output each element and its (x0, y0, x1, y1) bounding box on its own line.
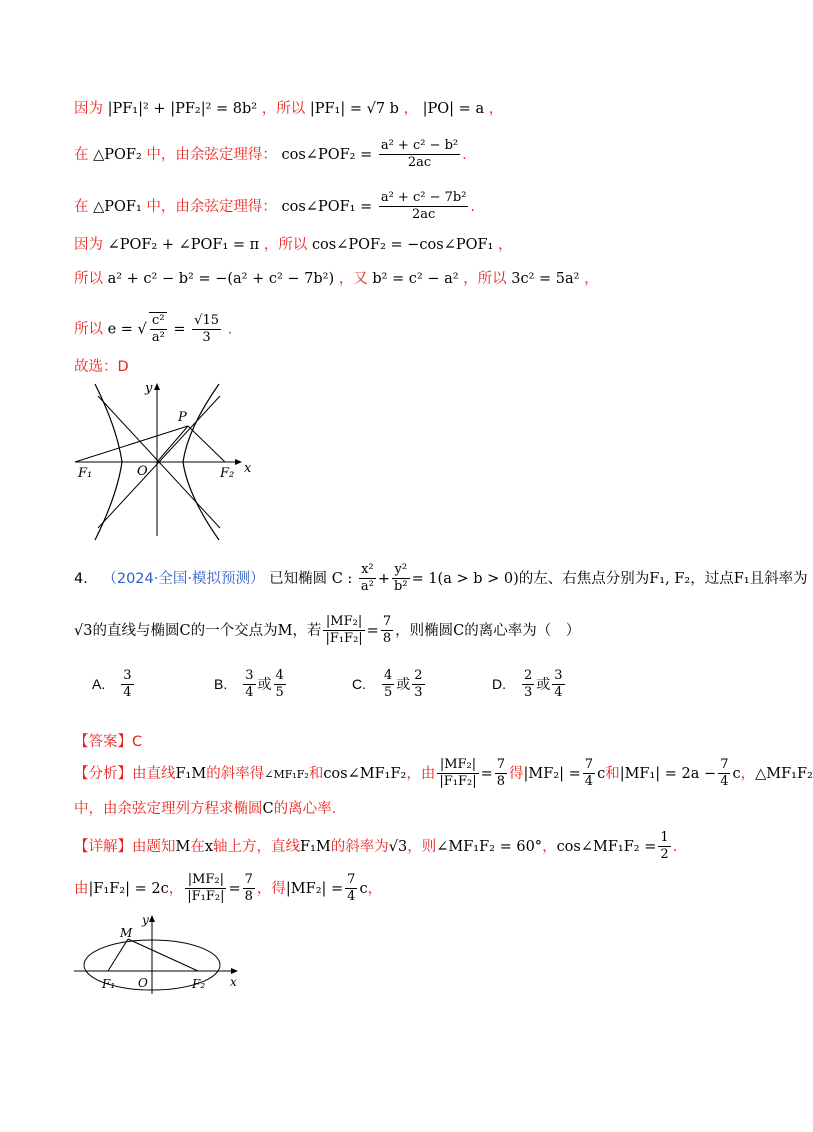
denominator: 8 (382, 631, 392, 647)
fraction (121, 668, 133, 702)
numerator: |MF₂| (323, 614, 364, 631)
math: F₁, F₂ (649, 570, 691, 587)
fraction (185, 872, 226, 906)
math: |MF₂| = (285, 880, 344, 897)
math: △POF₁ (93, 198, 142, 215)
math: C (179, 622, 191, 639)
segment-pf2 (188, 426, 225, 462)
math: C (453, 622, 465, 639)
math: |PF₁|² + |PF₂|² = 8b² (107, 101, 258, 117)
text: 的左、右焦点分别为 (518, 570, 650, 587)
text: ， (367, 880, 383, 897)
text: 由题知 (132, 838, 176, 855)
math: √3 (74, 622, 93, 639)
math: △MF₁F₂ (755, 765, 813, 782)
math: △POF₂ (93, 146, 142, 163)
math: √3 (388, 838, 408, 855)
numerator: √15 (192, 313, 221, 330)
math: = (366, 622, 379, 639)
text: ， (740, 765, 756, 782)
text: 和 (308, 765, 324, 782)
denominator: 4 (245, 685, 254, 701)
answer-choice-line: 故选：D (74, 359, 129, 375)
math: C : (331, 570, 353, 587)
solution-line-4 (74, 238, 512, 253)
question-source: （2024·全国·模拟预测） (102, 570, 265, 587)
analysis-line-1 (74, 757, 813, 791)
math: F₁M (175, 765, 207, 782)
option-label: A. (92, 675, 106, 692)
denominator: a² (151, 330, 165, 346)
option-c[interactable] (352, 668, 427, 702)
text: 得 (509, 765, 524, 782)
text: 的离心率. (273, 801, 337, 817)
option-d[interactable] (492, 668, 567, 702)
text: ， (497, 237, 513, 253)
denominator: 4 (554, 685, 563, 701)
denominator: 2 (660, 847, 669, 863)
option-b[interactable] (214, 668, 288, 702)
denominator: 3 (202, 329, 211, 345)
text: 且斜率为 (749, 570, 808, 587)
denominator: a² (360, 579, 374, 595)
math: x (204, 838, 214, 855)
detail-line-1 (74, 830, 677, 864)
denominator: 8 (244, 889, 253, 905)
text: ， (542, 838, 557, 855)
text: ，由 (406, 765, 436, 782)
math: |MF₂| = (523, 765, 581, 782)
option-label: B. (214, 675, 228, 692)
text: 由直线 (132, 765, 176, 782)
fraction (392, 562, 410, 596)
denominator: 2ac (407, 155, 432, 171)
solution-line-2: 在 △POF₂ 中，由余弦定理得： cos∠POF₂ = $\frac{\text{a² + c² − b²}}{2ac}$ . (74, 138, 467, 171)
math: ∠MF₁F₂ (264, 767, 309, 781)
text: ，所以 (263, 237, 308, 253)
fraction (495, 757, 507, 791)
text: 的直线与椭圆 (92, 622, 180, 639)
fraction (412, 668, 424, 702)
math: c (732, 765, 741, 782)
text: ，若 (292, 622, 322, 639)
hyperbola-figure (70, 376, 270, 541)
text: 因为 (74, 101, 103, 117)
numerator: 3 (552, 668, 564, 685)
math: F₁M (300, 838, 331, 855)
math: = 1(a > b > 0) (411, 570, 519, 587)
math: ∠POF₂ + ∠POF₁ = π (107, 237, 260, 253)
text: 和 (605, 765, 620, 782)
question-number: 4． (74, 570, 98, 587)
text: ， (584, 271, 599, 287)
solution-line-6 (74, 312, 232, 347)
math: |PF₁| = √7 b (309, 101, 399, 117)
numerator: 4 (382, 668, 394, 685)
numerator: 7 (243, 872, 255, 889)
numerator: x² (359, 562, 376, 579)
numerator: 7 (495, 757, 507, 774)
detail-line-2 (74, 872, 382, 906)
segment-pf1 (75, 426, 188, 462)
text: ， (403, 101, 419, 117)
text: 中，由余弦定理得： (146, 146, 277, 163)
numerator: 7 (381, 614, 393, 631)
math: M (175, 838, 191, 855)
f1-label: F₁ (102, 977, 116, 991)
ellipse-figure (70, 910, 250, 995)
question-line-1: 4． （2024·全国·模拟预测） 已知椭圆 C : $\frac{\text{x²}}{\text{a²}}$ + $\frac{\text{y²}}{\text{b²}}$ = 1(a > b > 0)的左、右焦点分别为F₁, F₂，过点F₁且斜率为 (74, 562, 808, 595)
fraction (658, 830, 670, 864)
math: = (228, 880, 241, 897)
math: F₁ (733, 570, 750, 587)
math: c (359, 880, 368, 897)
math: |F₁F₂| = 2c (88, 880, 169, 897)
analysis-tag: 【分析】 (74, 765, 132, 782)
solution-line-3: 在 △POF₁ 中，由余弦定理得： cos∠POF₁ = $\frac{\text{a² + c² − 7b²}}{2ac}$ . (74, 190, 476, 223)
text: ，则 (407, 838, 437, 855)
y-axis-arrow (154, 383, 160, 390)
text: 中，由余弦定理列方程求椭圆 (74, 801, 263, 817)
fraction (379, 190, 469, 224)
math: cos∠MF₁F₂ = (556, 838, 657, 855)
fraction (345, 872, 357, 906)
fraction (149, 312, 167, 347)
text: ， (488, 101, 504, 117)
numerator: 2 (522, 668, 534, 685)
numerator: 1 (658, 830, 670, 847)
math: = (173, 321, 186, 338)
text: 在 (74, 198, 89, 215)
text: 的斜率为 (330, 838, 389, 855)
analysis-line-2 (74, 802, 336, 817)
math: 3c² = 5a² (511, 271, 580, 287)
math: C (262, 801, 274, 817)
numerator: 3 (121, 668, 133, 685)
text: . (227, 321, 233, 338)
numerator: c² (150, 313, 167, 330)
solution-line-5 (74, 272, 599, 287)
y-axis-arrow (149, 915, 155, 922)
y-label: y (145, 381, 153, 396)
fraction (381, 614, 393, 648)
numerator: 7 (718, 757, 730, 774)
m-label: M (120, 926, 133, 940)
denominator: 4 (347, 889, 356, 905)
numerator: y² (392, 562, 410, 579)
text: ，过点 (690, 570, 734, 587)
numerator: |MF₂| (437, 757, 478, 774)
text: ，则椭圆 (395, 622, 454, 639)
x-axis-arrow (231, 968, 238, 974)
text: . (672, 838, 678, 855)
denominator: 4 (720, 774, 729, 790)
denominator: 4 (123, 685, 132, 701)
math: |MF₁| = 2a − (619, 765, 717, 782)
numerator: 2 (412, 668, 424, 685)
option-label: D. (492, 675, 506, 692)
or-text: 或 (536, 676, 551, 693)
math: cos∠MF₁F₂ (323, 765, 407, 782)
denominator: 3 (414, 685, 423, 701)
or-text: 或 (396, 676, 411, 693)
text: 所以 (74, 271, 103, 287)
fraction (382, 668, 394, 702)
fraction (583, 757, 595, 791)
o-label: O (137, 464, 148, 479)
denominator: b² (394, 579, 408, 595)
text: 已知椭圆 (269, 570, 328, 587)
denominator: 5 (384, 685, 393, 701)
x-label: x (244, 461, 252, 476)
text: 所以 (74, 321, 103, 338)
math: |PO| = a (422, 101, 485, 117)
denominator: |F₁F₂| (187, 889, 225, 905)
denominator: 5 (275, 685, 284, 701)
fraction (243, 668, 255, 702)
fraction (437, 757, 478, 791)
o-label: O (138, 976, 148, 990)
fraction (379, 138, 460, 172)
text: 的离心率为（ ） (464, 622, 581, 639)
f2-label: F₂ (192, 977, 206, 991)
text: 因为 (74, 237, 103, 253)
y-label: y (142, 913, 149, 927)
denominator: |F₁F₂| (325, 631, 363, 647)
fraction (522, 668, 534, 702)
math: b² = c² − a² (372, 271, 459, 287)
fraction (192, 313, 221, 347)
text: ，得 (256, 880, 286, 897)
math: cos∠POF₁ = (281, 198, 373, 215)
text: 在 (190, 838, 205, 855)
text: ， (168, 880, 184, 897)
denominator: 4 (584, 774, 594, 790)
numerator: 4 (274, 668, 286, 685)
math: e = √ (107, 321, 147, 338)
text: 的一个交点为 (190, 622, 278, 639)
text: ，所以 (463, 271, 507, 287)
denominator: |F₁F₂| (439, 774, 477, 790)
text: 在 (74, 146, 89, 163)
fraction (359, 562, 376, 596)
denominator: 2ac (411, 207, 436, 223)
fraction (274, 668, 286, 702)
or-text: 或 (257, 676, 272, 693)
numerator: 3 (243, 668, 255, 685)
x-label: x (230, 975, 237, 989)
x-axis-arrow (235, 459, 242, 465)
numerator: 7 (345, 872, 357, 889)
math: a² + c² − b² = −(a² + c² − 7b²) (107, 271, 335, 287)
fraction (718, 757, 730, 791)
question-line-2 (74, 614, 580, 648)
math: ∠MF₁F₂ = 60° (436, 838, 543, 855)
math: = (480, 765, 493, 782)
numerator: 7 (583, 757, 595, 774)
math: cos∠POF₂ = −cos∠POF₁ (311, 237, 494, 253)
option-a[interactable] (92, 668, 136, 702)
answer-line (74, 735, 142, 750)
fraction (552, 668, 564, 702)
option-label: C. (352, 675, 366, 692)
numerator: |MF₂| (185, 872, 226, 889)
text: 由 (74, 880, 89, 897)
p-label: P (178, 410, 187, 425)
text: 中，由余弦定理得： (146, 198, 277, 215)
fraction (243, 872, 255, 906)
f1-label: F₁ (78, 466, 93, 481)
text: 轴上方，直线 (213, 838, 301, 855)
text: ，所以 (261, 101, 306, 117)
detail-tag: 【详解】 (74, 838, 132, 855)
fraction (323, 614, 364, 648)
answer-value: C (132, 734, 143, 750)
math: c (597, 765, 606, 782)
denominator: 3 (524, 685, 533, 701)
solution-line-1 (74, 102, 503, 117)
numerator: a² + c² − 7b² (379, 190, 469, 207)
segment-mf1 (108, 939, 128, 971)
f2-label: F₂ (220, 466, 235, 481)
text: ，又 (338, 271, 368, 287)
denominator: 8 (496, 774, 506, 790)
math: M (277, 622, 293, 639)
numerator: a² + c² − b² (379, 138, 460, 155)
answer-tag: 【答案】 (74, 734, 132, 750)
text: 的斜率得 (206, 765, 265, 782)
math: cos∠POF₂ = (281, 146, 373, 163)
